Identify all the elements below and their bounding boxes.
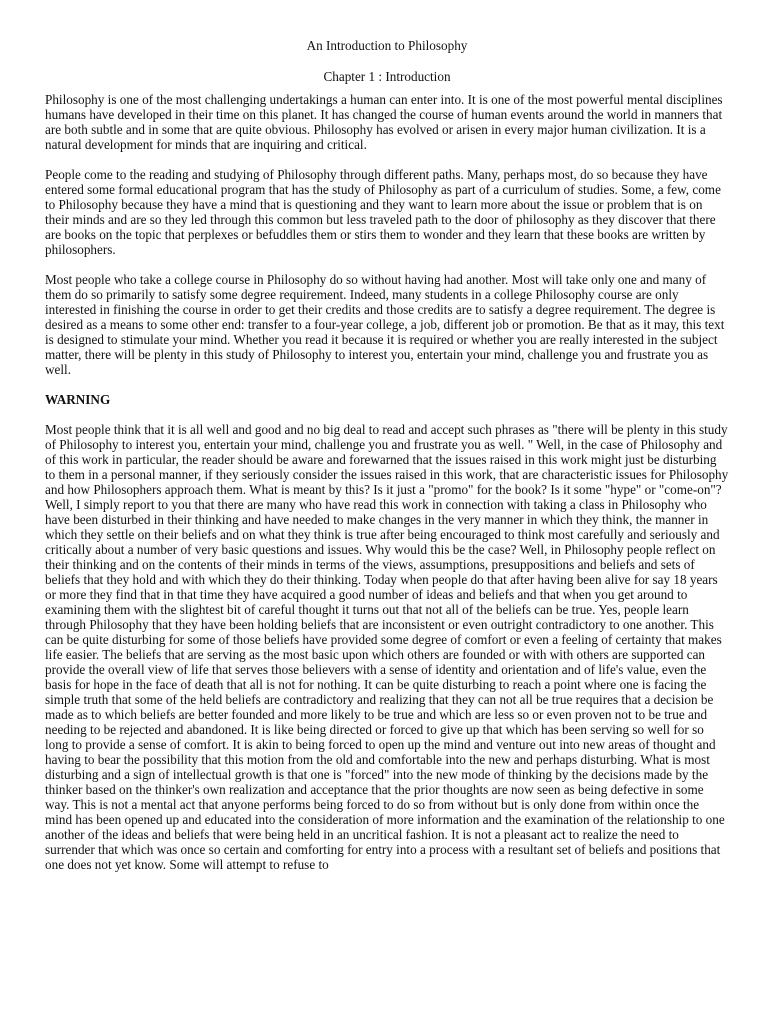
document-page — [45, 38, 729, 872]
warning-heading: WARNING — [45, 392, 111, 407]
chapter-title: Chapter 1 : Introduction — [323, 69, 451, 84]
document-title: An Introduction to Philosophy — [306, 38, 468, 53]
warning-paragraph: Most people think that it is all well and good and no big deal to read and accept such phrases as "there will be plenty in this study of Philosophy to interest you, entertain your mind, challenge you and frustrate you as well. " Well, in the case of Philosophy and of this work in particular, the reader should be aware and forewarned that the issues raised in this work might just be disturbing to them in a personal manner, if they seriously consider the issues raised in this work, that are characteristic issues for Philosophy and how Philosophers approach them. What is meant by this? Is it just a "promo" for the book? Is it some "hype" or "come-on"? Well, I simply report to you that there are many who have read this work in connection with taking a class in Philosophy who have been disturbed in their thinking and have needed to make changes in the very manner in which they think, the manner in which they settle on their beliefs and on what they think is true after being encouraged to think most carefully and seriously and critically about a number of very basic questions and issues. Why would this be the case? Well, in Philosophy people reflect on their thinking and on the contents of their minds in terms of the views, assumptions, presuppositions and beliefs and sets of beliefs that they hold and with which they do their thinking. Today when people do that after having been alive for say 18 years or more they find that in that time they have acquired a good number of ideas and beliefs and that when you get around to examining them with the slightest bit of careful thought it turns out that not all of the beliefs can be true. Yes, people learn through Philosophy that they have been holding beliefs that are inconsistent or even outright contradictory to one another. This can be quite disturbing for some of those beliefs have provided some degree of comfort or even a feeling of certainty that makes life easier. The beliefs that are serving as the most basic upon which others are founded or with with others are supported can provide the overall view of life that serves those believers with a sense of identity and orientation and of life's value, even the basis for hope in the face of death that all is not for nothing. It can be quite disturbing to reach a point where one is facing the simple truth that some of the held beliefs are contradictory and realizing that they can not all be true requires that a decision be made as to which beliefs are better founded and more likely to be true and which are less so or even proven not to be true and needing to be rejected and abandoned. It is like being directed or forced to give up that which has been serving so well for so long to provide a sense of comfort. It is akin to being forced to open up the mind and venture out into new areas of thought and having to bear the possibility that this motion from the old and comfortable into the new and perhaps disturbing. What is most disturbing and a sign of intellectual growth is that one is "forced" into the new mode of thinking by the decisions made by the thinker based on the thinker's own realization and acceptance that the prior thoughts are now seen as being defective in some way. This is not a mental act that anyone performs being forced to do so from without but is only done from within once the mind has been opened up and educated into the consideration of more information and the examination of the relationship to one another of the ideas and beliefs that were being held in an uncritical fashion. It is not a pleasant act to realize the need to surrender that which was once so certain and comforting for entry into a process with a resultant set of beliefs and positions that one does not yet know. Some will attempt to refuse to — [45, 422, 729, 872]
paragraph-3: Most people who take a college course in Philosophy do so without having had another. Most will take only one and many of them do so primarily to satisfy some degree requirement. Indeed, many students in a college Philosophy course are only interested in finishing the course in order to get their credits and those credits are to satisfy a degree requirement. The degree is desired as a means to some other end: transfer to a four-year college, a job, different job or promotion. Be that as it may, this text is designed to stimulate your mind. Whether you read it because it is required or whether you are really interested in the subject matter, there will be plenty in this study of Philosophy to interest you, entertain your mind, challenge you and frustrate you as well. — [45, 272, 725, 377]
paragraph-1: Philosophy is one of the most challenging undertakings a human can enter into. It is one of the most powerful mental disciplines humans have developed in their time on this planet. It has changed the course of human events around the world in manners that are both subtle and in some that are quite obvious. Philosophy has evolved or arisen in every major human civilization. It is a natural development for minds that are inquiring and critical. — [45, 92, 723, 152]
paragraph-2: People come to the reading and studying of Philosophy through different paths. Many, perhaps most, do so because they have entered some formal educational program that has the study of Philosophy as part of a curriculum of studies. Some, a few, come to Philosophy because they have a mind that is questioning and they want to learn more about the issue or problem that is on their minds and are so they led through this common but less traveled path to the door of philosophy as they discover that there are books on the topic that perplexes or befuddles them or stirs them to wonder and they learn that these books are written by philosophers. — [45, 167, 721, 257]
